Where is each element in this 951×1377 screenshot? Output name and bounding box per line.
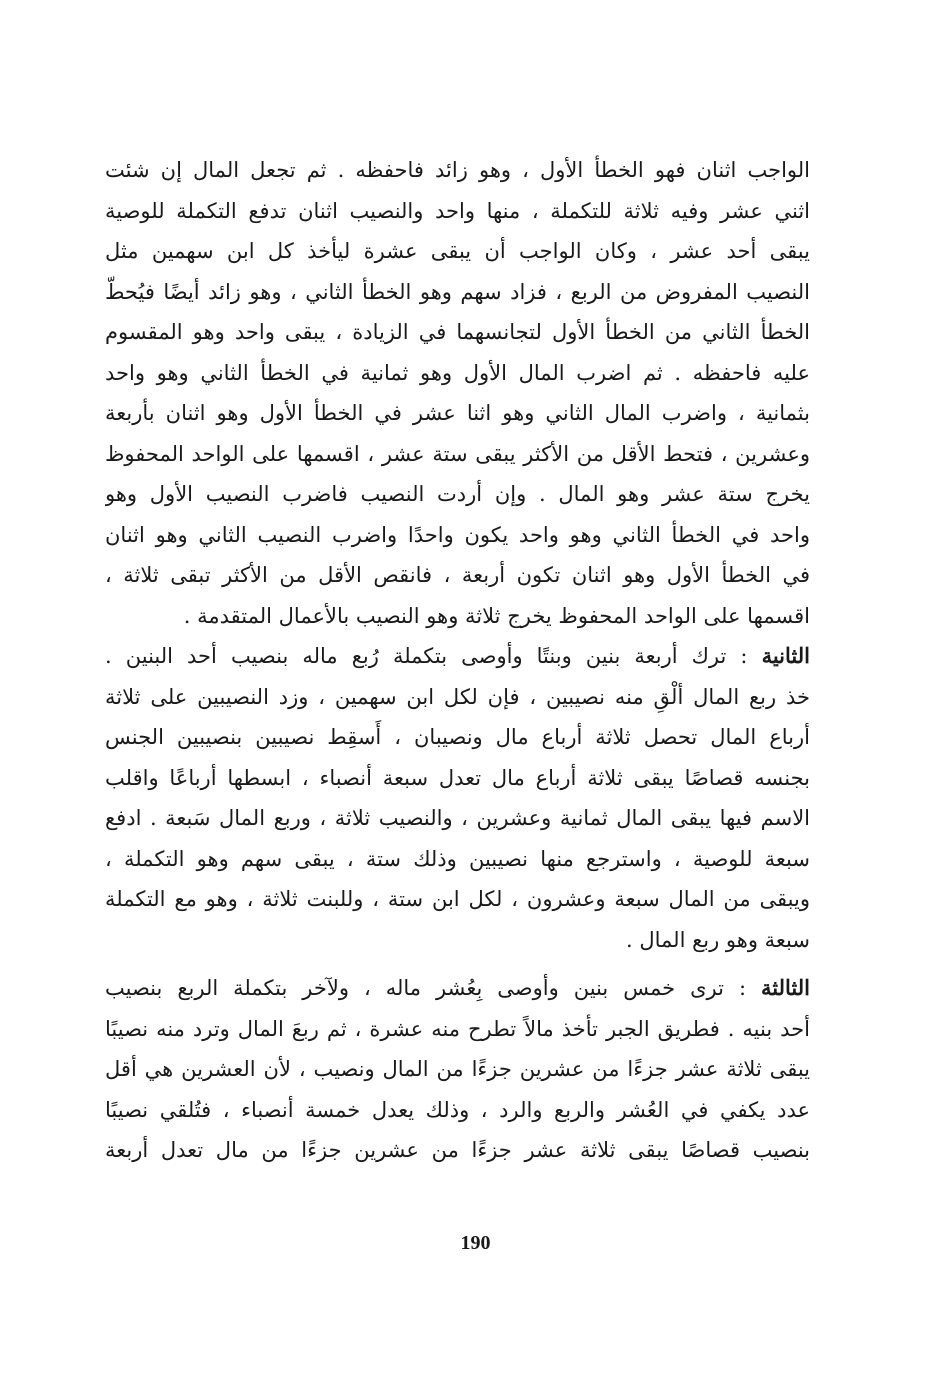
- text-line: النصيب المفروض من الربع ، فزاد سهم وهو الخطأ الثاني ، وهو زائد أيضًا فيُحطّ: [105, 279, 810, 304]
- text-line: يبقى أحد عشر ، وكان الواجب أن يبقى عشرة ليأخذ كل ابن سهمين مثل: [105, 239, 810, 263]
- paragraph: [105, 968, 810, 1171]
- text-line: الاسم فيها يبقى المال ثمانية وعشرين ، والنصيب ثلاثة ، وربع المال سَبعة . ادفع: [105, 806, 810, 830]
- text-run: : ترى خمس بنين وأوصى بِعُشر ماله ، ولآخر بتكملة الربع بنصيب: [105, 976, 762, 1000]
- paragraph-lead: الثالثة: [761, 975, 810, 1000]
- text-line: [105, 968, 810, 1009]
- text-line: يبقى ثلاثة عشر جزءًا من عشرين جزءًا من المال ونصيب ، لأن العشرين هي أقل: [105, 1057, 810, 1081]
- text-line: الخطأ الثاني من الخطأ الأول لتجانسهما في الزيادة ، يبقى واحد وهو المقسوم: [105, 320, 810, 344]
- text-line: أرباع المال تحصل ثلاثة أرباع مال ونصيبان ، أَسقِط نصيبين بنصيبين الجنس: [105, 725, 810, 749]
- text-line: سبعة للوصية ، واسترجع منها نصيبين وذلك ستة ، يبقى سهم وهو التكملة ،: [105, 846, 810, 871]
- text-line: سبعة وهو ربع المال .: [626, 927, 810, 952]
- text-line: اثني عشر وفيه ثلاثة للتكملة ، منها واحد والنصيب اثنان تدفع التكملة للوصية: [105, 198, 810, 223]
- paragraph: [105, 636, 810, 960]
- text-run: : ترك أربعة بنين وبنتًا وأوصى بتكملة رُبع ماله بنصيب أحد البنين .: [105, 644, 762, 668]
- text-line: عدد يكفي في العُشر والربع والرد ، وذلك يعدل خمسة أنصباء ، فتُلقي نصيبًا: [105, 1097, 810, 1122]
- paragraph-lead: الثانية: [761, 643, 810, 668]
- text-line: اقسمها على الواحد المحفوظ يخرج ثلاثة وهو النصيب بالأعمال المتقدمة .: [183, 603, 810, 628]
- text-line: بجنسه قصاصًا يبقى ثلاثة أرباع مال تعدل سبعة أنصباء ، ابسطها أرباعًا واقلب: [105, 765, 810, 790]
- text-line: بثمانية ، واضرب المال الثاني وهو اثنا عشر في الخطأ الأول وهو اثنان بأربعة: [105, 401, 810, 425]
- text-line: في الخطأ الأول وهو اثنان تكون أربعة ، فانقص الأقل من الأكثر تبقى ثلاثة ،: [105, 563, 810, 587]
- text-line: يخرج ستة عشر وهو المال . وإن أردت النصيب فاضرب النصيب الأول وهو: [105, 482, 810, 506]
- text-line: عليه فاحفظه . ثم اضرب المال الأول وهو ثمانية في الخطأ الثاني وهو واحد: [105, 360, 810, 385]
- text-line: الواجب اثنان فهو الخطأ الأول ، وهو زائد فاحفظه . ثم تجعل المال إن شئت: [105, 158, 810, 182]
- text-line: واحد في الخطأ الثاني وهو واحد يكون واحدًا واضرب النصيب الثاني وهو اثنان: [105, 522, 810, 547]
- text-line: أحد بنيه . فطريق الجبر تأخذ مالاً تطرح منه عشرة ، ثم ربعَ المال وترد منه نصيبًا: [105, 1016, 810, 1041]
- text-line: ويبقى من المال سبعة وعشرون ، لكل ابن ستة ، وللبنت ثلاثة ، وهو مع التكملة: [105, 887, 810, 911]
- text-line: بنصيب قصاصًا يبقى ثلاثة عشر جزءًا من عشرين جزءًا من مال تعدل أربعة: [105, 1138, 810, 1162]
- text-line: وعشرين ، فتحط الأقل من الأكثر يبقى ستة عشر ، اقسمها على الواحد المحفوظ: [105, 441, 810, 466]
- page-body: [105, 150, 810, 1171]
- paragraph-gap: [105, 960, 810, 968]
- text-line: خذ ربع المال ألْقِ منه نصيبين ، فإن لكل ابن سهمين ، وزد النصيبين على ثلاثة: [105, 684, 810, 709]
- page-number: 190: [460, 1232, 491, 1254]
- text-line: [105, 636, 810, 677]
- paragraph: [105, 150, 810, 636]
